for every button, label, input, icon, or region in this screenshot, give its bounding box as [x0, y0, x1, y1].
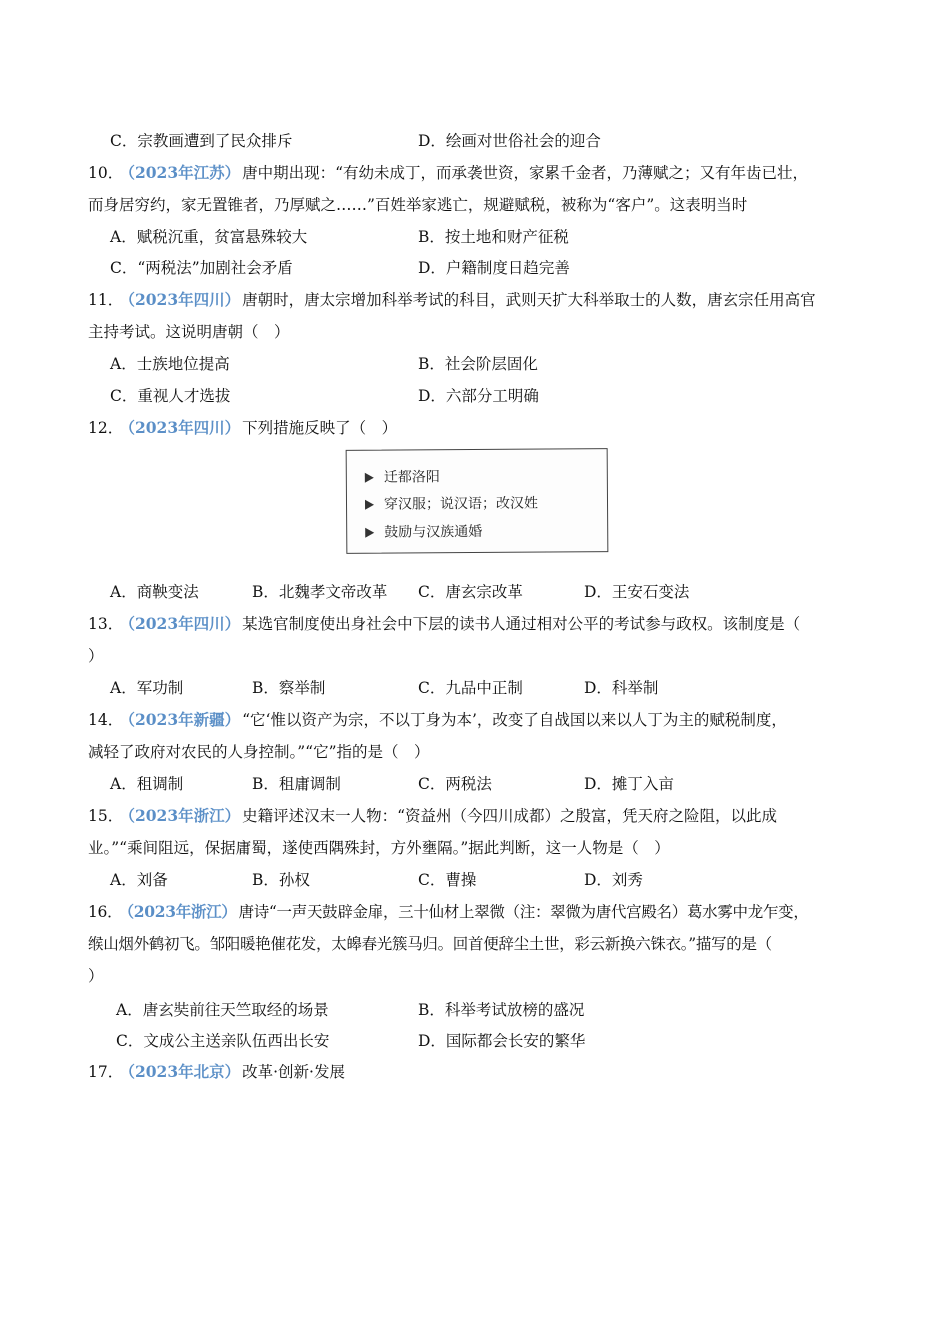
q10-option-d: D．户籍制度日趋完善 [418, 259, 570, 277]
q13-option-d: D．科举制 [584, 679, 659, 697]
q11-number: 11． [88, 291, 124, 309]
q11-stem-line-2: 主持考试。这说明唐朝（ ） [88, 323, 290, 341]
q15-number: 15． [88, 807, 124, 825]
q17-stem-text-1: 改革·创新·发展 [242, 1063, 345, 1081]
q12-box-item-text: 鼓励与汉族通婚 [384, 523, 483, 541]
q15-stem-text-1: 史籍评述汉末一人物：“资益州（今四川成都）之殷富，凭天府之险阻，以此成 [242, 807, 778, 825]
q14-stem-line-2: 减轻了政府对农民的人身控制。”“它”指的是（ ） [88, 743, 430, 761]
q10-option-a: A．赋税沉重，贫富悬殊较大 [110, 228, 308, 246]
q13-source: （2023年四川） [127, 614, 241, 633]
q12-stem-text-1: 下列措施反映了（ ） [242, 419, 398, 437]
q13-option-b: B．察举制 [252, 679, 326, 697]
q13-number: 13． [88, 615, 124, 633]
q11-stem-line-1 [88, 290, 816, 310]
q14-option-d: D．摊丁入亩 [584, 775, 674, 793]
q14-stem-line-1 [88, 710, 787, 730]
q10-number: 10． [88, 164, 124, 182]
q16-option-a: A．唐玄奘前往天竺取经的场景 [116, 1001, 329, 1019]
q17-number: 17． [88, 1063, 124, 1081]
q10-stem-text-1: 唐中期出现：“有幼未成丁，而承袭世资，家累千金者，乃薄赋之；又有年齿已壮， [242, 164, 809, 182]
q16-stem-line-2: 缑山烟外鹤初飞。邹阳暖艳催花发，太皞春光簇马归。回首便辞尘土世，彩云新换六铢衣。”描写的是（ [88, 935, 772, 953]
q14-source: （2023年新疆） [127, 710, 241, 729]
q15-stem-line-1 [88, 806, 777, 826]
q10-source: （2023年江苏） [127, 163, 241, 182]
q12-option-c: C．唐玄宗改革 [418, 583, 523, 601]
arrow-bullet-icon [365, 473, 374, 483]
q13-stem-line-2: ） [88, 647, 104, 665]
q14-number: 14． [88, 711, 124, 729]
q16-stem-line-1 [88, 902, 809, 922]
q15-option-d: D．刘秀 [584, 871, 643, 889]
q11-option-d: D．六部分工明确 [418, 387, 539, 405]
q17-source: （2023年北京） [127, 1062, 241, 1081]
q12-box-item [365, 523, 482, 542]
q12-option-b: B．北魏孝文帝改革 [252, 583, 388, 601]
q10-stem-line-2: 而身居穷约，家无置锥者，乃厚赋之……”百姓举家逃亡，规避赋税，被称为“客户”。这表明当时 [88, 196, 748, 214]
q9-option-c: C．宗教画遭到了民众排斥 [110, 132, 293, 150]
q11-option-a: A．士族地位提高 [110, 355, 230, 373]
q12-option-d: D．王安石变法 [584, 583, 690, 601]
q10-option-b: B．按土地和财产征税 [418, 228, 569, 246]
q16-option-c: C．文成公主送亲队伍西出长安 [116, 1032, 330, 1050]
q16-number: 16． [88, 903, 123, 921]
q14-option-b: B．租庸调制 [252, 775, 341, 793]
arrow-bullet-icon [365, 528, 374, 538]
q12-box-item-text: 迁都洛阳 [383, 469, 440, 486]
q10-stem-line-1 [88, 163, 808, 183]
q12-stem-line-1 [88, 418, 397, 438]
q16-option-d: D．国际都会长安的繁华 [418, 1032, 586, 1050]
arrow-bullet-icon [365, 500, 374, 510]
q13-option-a: A．军功制 [110, 679, 184, 697]
q16-stem-line-3: ） [88, 967, 104, 985]
q15-stem-line-2: 业。”“乘间阻远，保据庸蜀，遂使西隅殊封，方外壅隔。”据此判断，这一人物是（ ） [88, 839, 670, 857]
q12-source: （2023年四川） [127, 418, 241, 437]
q11-stem-text-1: 唐朝时，唐太宗增加科举考试的科目，武则天扩大科举取士的人数，唐玄宗任用高官 [242, 291, 816, 309]
q11-option-b: B．社会阶层固化 [418, 355, 538, 373]
q17-stem-line-1 [88, 1062, 345, 1082]
q14-option-c: C．两税法 [418, 775, 492, 793]
q13-stem-text-1: 某选官制度使出身社会中下层的读书人通过相对公平的考试参与政权。该制度是（ [242, 615, 801, 633]
q15-option-c: C．曹操 [418, 871, 477, 889]
q10-option-c: C．“两税法”加剧社会矛盾 [110, 259, 293, 277]
q13-option-c: C．九品中正制 [418, 679, 523, 697]
q15-option-b: B．孙权 [252, 871, 310, 889]
q12-box-item [365, 495, 538, 514]
q9-option-d: D．绘画对世俗社会的迎合 [418, 132, 601, 150]
q13-stem-line-1 [88, 614, 800, 634]
q12-measures-box [346, 448, 609, 554]
q15-option-a: A．刘备 [110, 871, 168, 889]
q16-stem-text-1: 唐诗“一声天鼓辟金扉，三十仙材上翠微（注：翠微为唐代宫殿名）葛水雾中龙乍变， [238, 903, 809, 921]
q14-stem-text-1: “它‘惟以资产为宗，不以丁身为本’，改变了自战国以来以人丁为主的赋税制度， [242, 711, 787, 729]
q16-option-b: B．科举考试放榜的盛况 [418, 1001, 585, 1019]
q12-box-item [365, 468, 440, 487]
q11-option-c: C．重视人才选拔 [110, 387, 231, 405]
q12-option-a: A．商鞅变法 [110, 583, 199, 601]
q11-source: （2023年四川） [127, 290, 241, 309]
q15-source: （2023年浙江） [127, 806, 241, 825]
q14-option-a: A．租调制 [110, 775, 184, 793]
q16-source: （2023年浙江） [126, 902, 237, 921]
q12-box-item-text: 穿汉服；说汉语；改汉姓 [383, 495, 539, 513]
q12-number: 12． [88, 419, 124, 437]
